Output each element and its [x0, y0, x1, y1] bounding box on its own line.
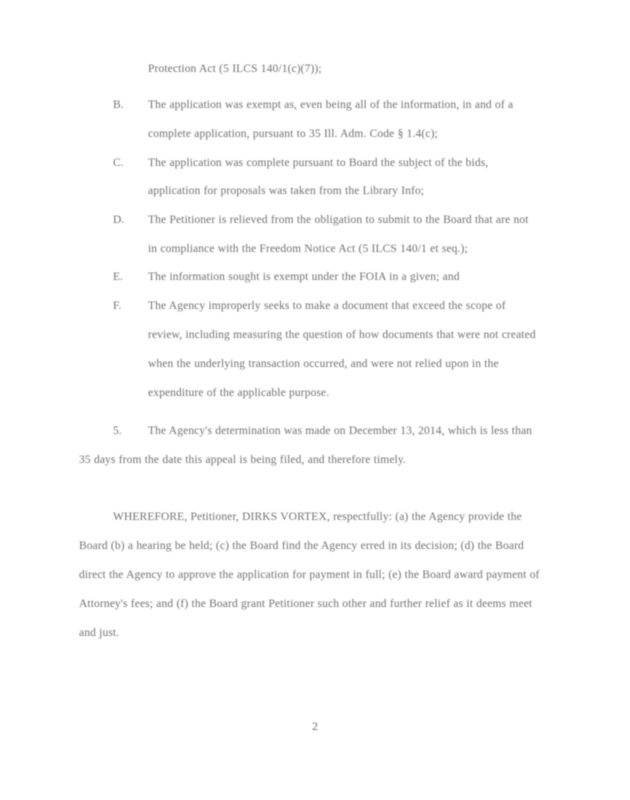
list-marker: B.: [113, 99, 124, 111]
text-line: application for proposals was taken from the Library Info;: [148, 185, 425, 197]
text-line: WHEREFORE, Petitioner, DIRKS VORTEX, respectfully: (a) the Agency provide the: [113, 511, 522, 523]
text-line: and just.: [79, 627, 120, 639]
text-line: The application was complete pursuant to Board the subject of the bids,: [148, 157, 489, 169]
text-line: Board (b) a hearing be held; (c) the Board find the Agency erred in its decision; (d) the Board: [79, 540, 524, 552]
text-line: The application was exempt as, even being all of the information, in and of a: [148, 99, 514, 111]
text-line: The Petitioner is relieved from the obligation to submit to the Board that are not: [148, 214, 529, 226]
page-number: 2: [312, 719, 318, 733]
text-line: The information sought is exempt under the FOIA in a given; and: [148, 271, 460, 283]
text-line: when the underlying transaction occurred, and were not relied upon in the: [148, 358, 499, 370]
text-line: The Agency improperly seeks to make a document that exceed the scope of: [148, 300, 506, 312]
paragraph-number: 5.: [113, 425, 122, 437]
text-line: review, including measuring the question of how documents that were not created: [148, 329, 536, 341]
text-line: 35 days from the date this appeal is being filed, and therefore timely.: [79, 454, 406, 466]
list-marker: E.: [113, 271, 123, 283]
text-line: direct the Agency to approve the application for payment in full; (e) the Board award payment of: [79, 569, 540, 581]
text-line: Attorney's fees; and (f) the Board grant Petitioner such other and further relief as it deems meet: [79, 598, 533, 610]
text-line: Protection Act (5 ILCS 140/1(c)(7));: [148, 63, 322, 75]
list-marker: F.: [113, 300, 122, 312]
text-line: expenditure of the applicable purpose.: [148, 387, 330, 399]
text-line: The Agency's determination was made on December 13, 2014, which is less than: [148, 425, 533, 437]
list-marker: C.: [113, 157, 124, 169]
list-marker: D.: [113, 214, 125, 226]
text-line: complete application, pursuant to 35 Ill. Adm. Code § 1.4(c);: [148, 128, 438, 140]
text-line: in compliance with the Freedom Notice Act (5 ILCS 140/1 et seq.);: [148, 243, 468, 255]
